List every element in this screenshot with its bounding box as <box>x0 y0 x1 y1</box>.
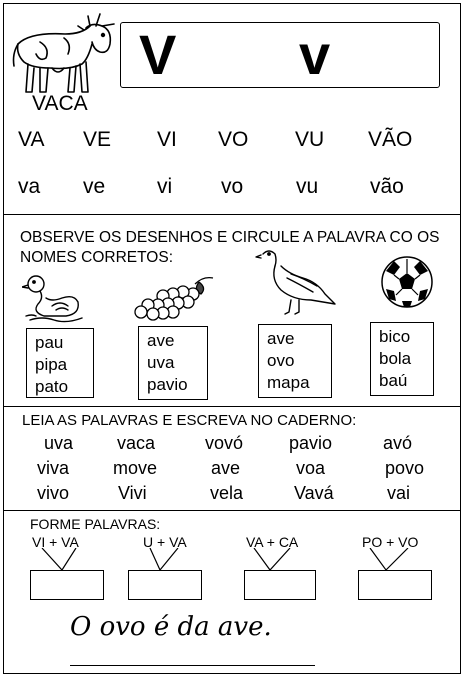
answer-box[interactable] <box>244 570 316 600</box>
word-option: pipa <box>35 355 68 374</box>
word-option: baú <box>379 371 408 390</box>
word-option: mapa <box>267 373 310 392</box>
section1-instruction: OBSERVE OS DESENHOS E CIRCULE A PALAVRA CO OS NOMES CORRETOS: <box>20 229 440 266</box>
section-divider <box>3 214 461 215</box>
answer-box[interactable] <box>30 570 104 600</box>
read-word: vaca <box>117 433 156 453</box>
word-option: pato <box>35 377 69 396</box>
section-divider <box>3 406 461 407</box>
section2-title: LEIA AS PALAVRAS E ESCREVA NO CADERNO: <box>22 412 357 429</box>
syllable-upper: VU <box>295 128 325 151</box>
word-option: pau <box>35 333 64 352</box>
read-word: Vavá <box>294 483 334 503</box>
word-option: ave <box>267 329 295 348</box>
word-box <box>26 328 94 398</box>
pigeon-picture <box>255 246 337 318</box>
connector-lines <box>0 548 464 572</box>
read-word: vela <box>210 483 244 503</box>
read-word: uva <box>44 433 74 453</box>
word-option: bico <box>379 327 411 346</box>
read-word: vivo <box>37 483 70 503</box>
writing-line[interactable] <box>70 665 315 666</box>
syllable-upper: VI <box>157 128 177 151</box>
read-word: move <box>113 458 158 478</box>
syllable-upper: VÃO <box>368 128 413 151</box>
duck-picture <box>22 272 88 324</box>
word-box <box>370 322 434 396</box>
word-option: ovo <box>267 351 295 370</box>
soccer-ball-picture <box>380 255 434 309</box>
word-option: pavio <box>147 375 188 394</box>
read-word: viva <box>37 458 70 478</box>
syllable-upper: VA <box>18 128 45 151</box>
syllable-sum: VI + VA <box>32 534 79 550</box>
section3-title: FORME PALAVRAS: <box>30 516 161 532</box>
read-word: voa <box>296 458 326 478</box>
word-box <box>258 324 332 398</box>
read-word: ave <box>211 458 241 478</box>
answer-box[interactable] <box>128 570 202 600</box>
syllable-lower: vo <box>221 175 244 198</box>
read-word: avó <box>383 433 413 453</box>
grapes-picture <box>133 272 215 322</box>
read-word: vovó <box>205 433 244 453</box>
syllable-lower: va <box>18 175 41 198</box>
uppercase-letter: V <box>139 23 177 86</box>
section-divider <box>3 510 461 511</box>
read-word: vai <box>387 483 411 503</box>
read-word: povo <box>385 458 425 478</box>
syllable-lower: ve <box>83 175 106 198</box>
syllable-lower: vi <box>157 175 173 198</box>
word-box <box>138 326 208 400</box>
answer-box[interactable] <box>358 570 432 600</box>
syllable-lower: vão <box>370 175 404 198</box>
syllable-sum: U + VA <box>143 534 187 550</box>
word-option: uva <box>147 353 175 372</box>
lowercase-letter: v <box>299 23 331 86</box>
cow-picture <box>10 4 120 99</box>
word-option: ave <box>147 331 175 350</box>
picture-label: VACA <box>32 92 88 115</box>
syllable-lower: vu <box>296 175 319 198</box>
read-word: pavio <box>289 433 333 453</box>
syllable-upper: VE <box>83 128 112 151</box>
syllable-upper: VO <box>218 128 249 151</box>
letters-box <box>120 22 440 88</box>
syllable-sum: PO + VO <box>362 534 419 550</box>
syllable-sum: VA + CA <box>246 534 299 550</box>
cursive-sentence: O ovo é da ave. <box>70 612 272 642</box>
read-word: Vivi <box>118 483 147 503</box>
word-option: bola <box>379 349 412 368</box>
